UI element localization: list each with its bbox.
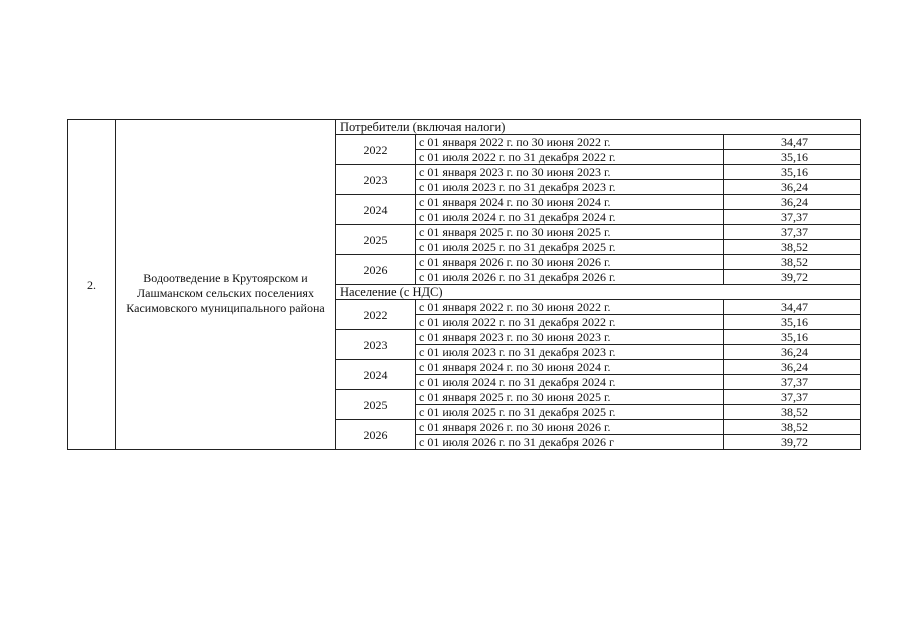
tariff-value-cell: 35,16 xyxy=(724,165,861,180)
tariff-value-cell: 37,37 xyxy=(724,390,861,405)
tariff-value-cell: 38,52 xyxy=(724,240,861,255)
tariff-value-cell: 39,72 xyxy=(724,435,861,450)
year-cell: 2026 xyxy=(336,255,416,285)
year-cell: 2025 xyxy=(336,225,416,255)
tariff-value-cell: 35,16 xyxy=(724,315,861,330)
period-cell: с 01 января 2023 г. по 30 июня 2023 г. xyxy=(416,165,724,180)
tariff-value-cell: 37,37 xyxy=(724,225,861,240)
tariff-value-cell: 37,37 xyxy=(724,210,861,225)
tariff-value-cell: 38,52 xyxy=(724,405,861,420)
tariff-value-cell: 34,47 xyxy=(724,300,861,315)
period-cell: с 01 июля 2025 г. по 31 декабря 2025 г. xyxy=(416,405,724,420)
group-header-row xyxy=(68,120,861,135)
year-cell: 2024 xyxy=(336,195,416,225)
tariff-table xyxy=(67,119,861,450)
tariff-table-body xyxy=(68,120,861,450)
period-cell: с 01 июля 2026 г. по 31 декабря 2026 г. xyxy=(416,270,724,285)
period-cell: с 01 июля 2023 г. по 31 декабря 2023 г. xyxy=(416,345,724,360)
tariff-value-cell: 37,37 xyxy=(724,375,861,390)
tariff-value-cell: 36,24 xyxy=(724,195,861,210)
period-cell: с 01 июля 2024 г. по 31 декабря 2024 г. xyxy=(416,210,724,225)
tariff-value-cell: 34,47 xyxy=(724,135,861,150)
tariff-value-cell: 39,72 xyxy=(724,270,861,285)
year-cell: 2024 xyxy=(336,360,416,390)
period-cell: с 01 января 2022 г. по 30 июня 2022 г. xyxy=(416,300,724,315)
period-cell: с 01 июля 2024 г. по 31 декабря 2024 г. xyxy=(416,375,724,390)
service-description-cell xyxy=(116,120,336,450)
tariff-value-cell: 36,24 xyxy=(724,180,861,195)
year-cell: 2023 xyxy=(336,165,416,195)
period-cell: с 01 июля 2022 г. по 31 декабря 2022 г. xyxy=(416,315,724,330)
service-description: Водоотведение в Крутоярском и Лашманском сельских поселениях Касимовского муниципального района xyxy=(126,271,325,315)
year-cell: 2025 xyxy=(336,390,416,420)
tariff-value-cell: 38,52 xyxy=(724,255,861,270)
period-cell: с 01 января 2025 г. по 30 июня 2025 г. xyxy=(416,390,724,405)
year-cell: 2023 xyxy=(336,330,416,360)
period-cell: с 01 января 2023 г. по 30 июня 2023 г. xyxy=(416,330,724,345)
period-cell: с 01 июля 2026 г. по 31 декабря 2026 г xyxy=(416,435,724,450)
period-cell: с 01 января 2026 г. по 30 июня 2026 г. xyxy=(416,420,724,435)
period-cell: с 01 июля 2025 г. по 31 декабря 2025 г. xyxy=(416,240,724,255)
tariff-value-cell: 35,16 xyxy=(724,150,861,165)
period-cell: с 01 января 2024 г. по 30 июня 2024 г. xyxy=(416,360,724,375)
tariff-value-cell: 36,24 xyxy=(724,360,861,375)
period-cell: с 01 января 2025 г. по 30 июня 2025 г. xyxy=(416,225,724,240)
tariff-value-cell: 38,52 xyxy=(724,420,861,435)
period-cell: с 01 января 2024 г. по 30 июня 2024 г. xyxy=(416,195,724,210)
year-cell: 2022 xyxy=(336,135,416,165)
period-cell: с 01 июля 2022 г. по 31 декабря 2022 г. xyxy=(416,150,724,165)
period-cell: с 01 января 2026 г. по 30 июня 2026 г. xyxy=(416,255,724,270)
year-cell: 2026 xyxy=(336,420,416,450)
row-number: 2. xyxy=(68,120,116,450)
group-title: Потребители (включая налоги) xyxy=(336,120,861,135)
tariff-value-cell: 35,16 xyxy=(724,330,861,345)
period-cell: с 01 января 2022 г. по 30 июня 2022 г. xyxy=(416,135,724,150)
year-cell: 2022 xyxy=(336,300,416,330)
group-title: Население (с НДС) xyxy=(336,285,861,300)
period-cell: с 01 июля 2023 г. по 31 декабря 2023 г. xyxy=(416,180,724,195)
tariff-value-cell: 36,24 xyxy=(724,345,861,360)
